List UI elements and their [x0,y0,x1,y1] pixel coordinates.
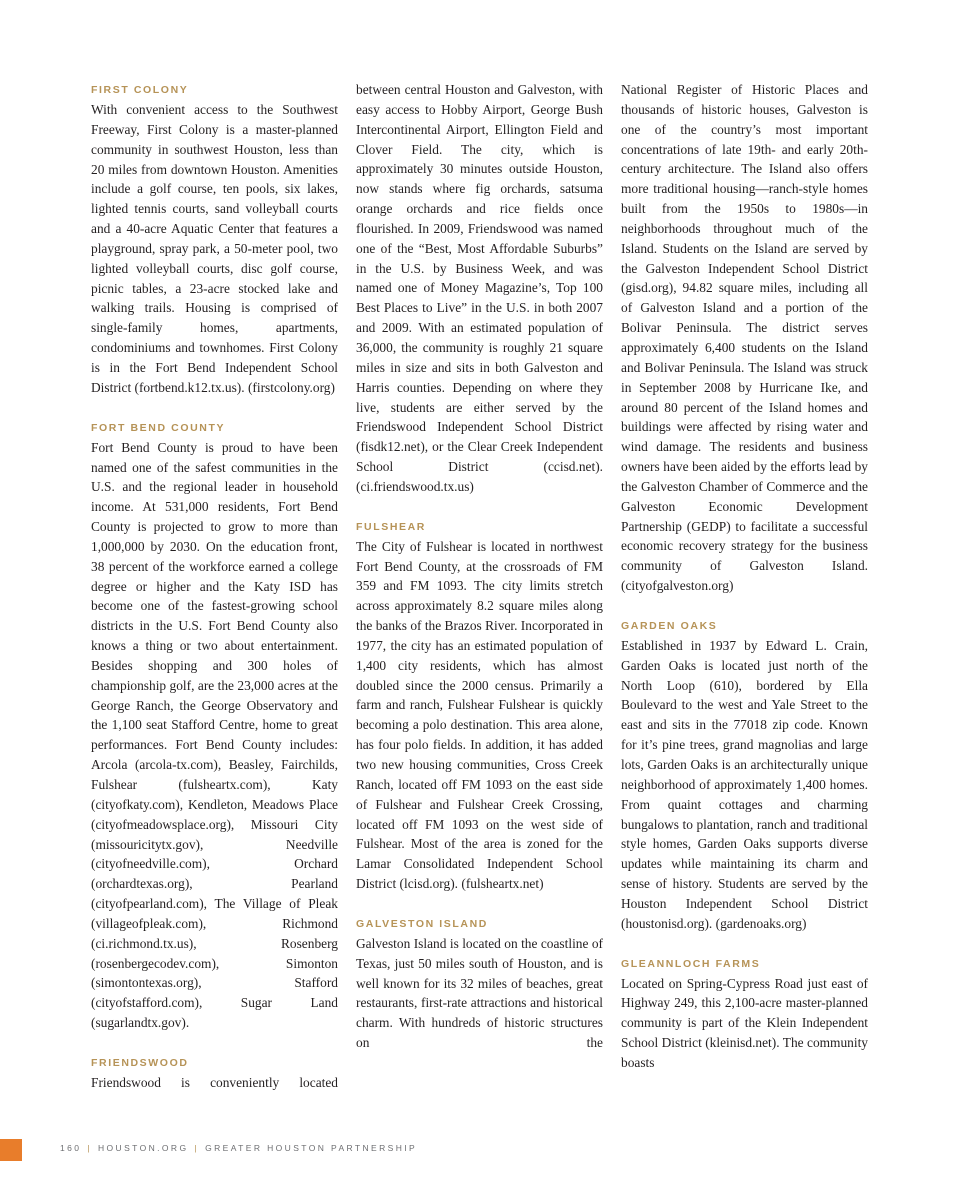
footer-separator: | [194,1143,200,1153]
footer-separator: | [87,1143,92,1153]
footer-site-link[interactable]: HOUSTON.ORG [98,1143,189,1153]
section-text-fort-bend-county: Fort Bend County is proud to have been named one of the safest communities in the U.S. and the regional leader in household income. At 531,000 residents, Fort Bend County is projected to grow to more than 1,000,000 by 2030. On the education front, 38 percent of the workforce earned a college degree or higher and the Katy ISD has become one of the fastest-growing school districts in the U.S. Fort Bend County also knows a thing or two about entertainment. Besides shopping and 300 holes of championship golf, are the 23,000 acres at the George Ranch, the George Observatory and the 1,100 seat Stafford Centre, home to great performances. Fort Bend County includes: Arcola (arcola-tx.com), Beasley, Fairchilds, Fulshear (fulsheartx.com), Katy (cityofkaty.com), Kendleton, Meadows Place (cityofmeadowsplace.org), Missouri City (missouricitytx.gov), Needville (cityofneedville.com), Orchard (orchardtexas.org), Pearland (cityofpearland.com), The Village of Pleak (villageofpleak.com), Richmond (ci.richmond.tx.us), Rosenberg (rosenbergecodev.com), Simonton (simontontexas.org), Stafford (cityofstafford.com), Sugar Land (sugarlandtx.gov). [91,439,338,1031]
section-heading-gleannloch-farms: GLEANNLOCH FARMS [621,957,761,970]
column-1 [91,80,338,1093]
section-text-galveston-island: Galveston Island is located on the coastline of Texas, just 50 miles south of Houston, and is well known for its 32 miles of beaches, great restaurants, first-rate attractions and historical charm. With hundreds of historic structures on the [356,935,603,1051]
footer-publisher: GREATER HOUSTON PARTNERSHIP [205,1143,418,1153]
section-text-fulshear: The City of Fulshear is located in northwest Fort Bend County, at the crossroads of FM 359 and FM 1093. The city limits stretch across approximately 8.2 square miles along the banks of the Brazos River. Incorporated in 1977, the city has an estimated population of 1,400 city residents, which has almost doubled since the 2000 census. Primarily a farm and ranch, Fulshear Fulshear is quickly becoming a polo destination. This area alone, has four polo fields. In addition, it has added two new housing communities, Cross Creek Ranch, located off FM 1093 on the east side of Fulshear and Fulshear Creek Crossing, located off FM 1093 on the west side of Fulshear. Most of the area is zoned for the Lamar Consolidated Independent School District (lcisd.org). (fulsheartx.net) [356,538,603,892]
section-text-friendswood: Friendswood is conveniently located [91,1074,338,1090]
column-2 [356,80,603,1053]
section-heading-garden-oaks: GARDEN OAKS [621,619,718,632]
footer-accent-block [0,1139,22,1161]
section-heading-galveston-island: GALVESTON ISLAND [356,917,488,930]
page-number: 160 [60,1143,82,1153]
section-text-friendswood-continued: between central Houston and Galveston, with easy access to Hobby Airport, George Bush Intercontinental Airport, Ellington Field and Clover Field. The city, which is approximately 30 minutes outside Houston, now stands where fig orchards, satsuma orange orchards and rice fields once flourished. In 2009, Friendswood was named one of the “Best, Most Affordable Suburbs” in the U.S. by Business Week, and was named one of Money Magazine’s, Top 100 Best Places to Live” in the U.S. in both 2007 and 2009. With an estimated population of 36,000, the community is roughly 21 square miles in size and sits in both Galveston and Harris counties. Depending on where they live, students are either served by the Friendswood Independent School District (fisdk12.net), or the Clear Creek Independent School District (ccisd.net). (ci.friendswood.tx.us) [356,82,603,494]
section-heading-first-colony: FIRST COLONY [91,84,189,96]
section-text-galveston-continued: National Register of Historic Places and thousands of historic houses, Galveston is one of the country’s most important concentrations of late 19th- and early 20th-century architecture. The Island also offers more traditional housing—ranch-style homes built from the 1950s to 1980s—in neighborhoods throughout much of the Island. Students on the Island are served by the Galveston Independent School District (gisd.org), 94.82 square miles, including all of Galveston Island and a portion of the Bolivar Peninsula. The district serves approximately 6,400 students on the Island and Bolivar Peninsula. The Island was struck in September 2008 by Hurricane Ike, and around 80 percent of the Island homes and buildings were affected by rising water and wind damage. The residents and business owners have been aided by the efforts lead by the Galveston Chamber of Commerce and the Galveston Economic Development Partnership (GEDP) to facilitate a successful economic recovery strategy for the business community of Galveston Island. (cityofgalveston.org) [621,82,868,594]
section-text-garden-oaks: Established in 1937 by Edward L. Crain, Garden Oaks is located just north of the North Loop (610), bordered by Ella Boulevard to the west and Yale Street to the east and sits in the 77018 zip code. Known for it’s pine trees, grand magnolias and large lots, Garden Oaks is an architecturally unique neighborhood of approximately 1,400 homes. From quaint cottages and charming bungalows to plantation, ranch and traditional style homes, Garden Oaks supports diverse updates while maintaining its charm and sense of history. Students are served by the Houston Independent School District (houstonisd.org). (gardenoaks.org) [621,637,868,931]
section-heading-fort-bend-county: FORT BEND COUNTY [91,421,226,434]
section-text-first-colony: With convenient access to the Southwest Freeway, First Colony is a master-planned community in southwest Houston, less than 20 miles from downtown Houston. Amenities include a golf course, ten pools, six lakes, lighted tennis courts, sand volleyball courts and a 40-acre Aquatic Center that features a playground, spray park, a 50-meter pool, two lighted volleyball courts, disc golf course, picnic tables, a 23-acre stocked lake and walking trails. Housing is comprised of single-family homes, apartments, condominiums and townhomes. First Colony is in the Fort Bend Independent School District (fortbend.k12.tx.us). (firstcolony.org) [91,102,338,395]
section-heading-friendswood: FRIENDSWOOD [91,1056,189,1069]
column-3 [621,80,868,1073]
page-footer [0,1139,960,1161]
footer-text [60,1143,417,1153]
section-text-gleannloch-farms: Located on Spring-Cypress Road just east of Highway 249, this 2,100-acre master-planned community is part of the Klein Independent School District (kleinisd.net). The community boasts [621,975,868,1070]
section-heading-fulshear: FULSHEAR [356,520,426,533]
